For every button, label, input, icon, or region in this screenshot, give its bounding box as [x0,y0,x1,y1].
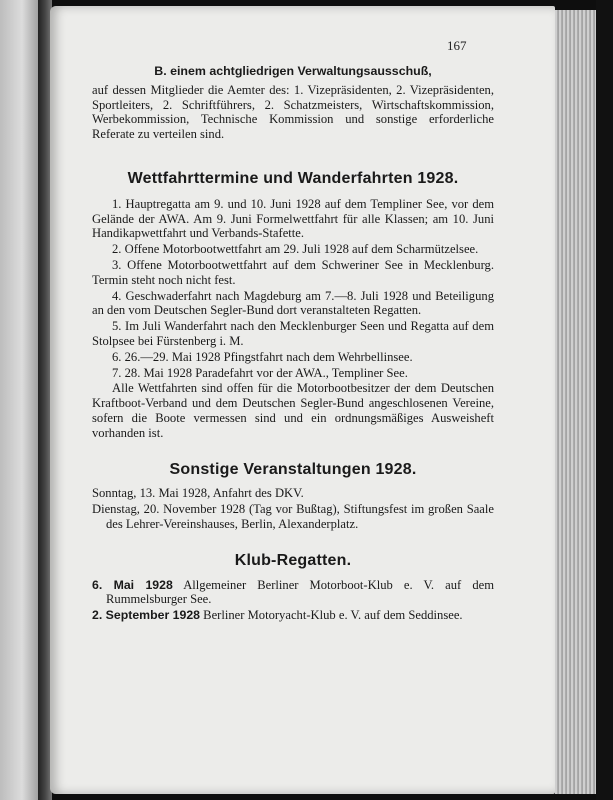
subheading: B. einem achtgliedrigen Verwaltungsausschuß, [154,64,432,78]
list-item: 1. Hauptregatta am 9. und 10. Juni 1928 auf dem Templiner See, vor dem Gelände der AWA. Am 9. Juni Formelwettfahrt für alle Klassen; am 10. Juni Handikapwettfahrt und Verbands-Stafette. [92,196,494,241]
list-item: 6. 26.—29. Mai 1928 Pfingstfahrt nach dem Wehrbellinsee. [112,349,413,364]
regatta-text: Allgemeiner Berliner Motorboot-Klub e. V. auf dem Rummelsburger See. [106,577,494,607]
list-item: Dienstag, 20. November 1928 (Tag vor Bußtag), Stiftungsfest im großen Saale des Lehrer-Vereinshauses, Berlin, Alexanderplatz. [92,502,494,531]
section-title-veranstaltungen: Sonstige Veranstaltungen 1928. [169,460,417,478]
regatta-date: 6. Mai 1928 [92,577,173,592]
list-item: 2. Offene Motorbootwettfahrt am 29. Juli 1928 auf dem Scharmützelsee. [112,242,479,257]
list-item [92,608,494,623]
list-item [92,578,494,608]
left-page-edge [0,0,40,800]
list-item: 5. Im Juli Wanderfahrt nach den Mecklenburger Seen und Regatta auf dem Stolpsee bei Fürstenberg i. M. [92,319,494,348]
background-edge [596,0,613,800]
closing-paragraph: Alle Wettfahrten sind offen für die Motorbootbesitzer der dem Deutschen Kraftboot-Verband und dem Deutschen Segler-Bund angeschlosenen Vereine, sofern die Boote vermessen sind und ein ordnungsmäßiges Ausweisheft vorhanden ist. [92,381,494,440]
list-item: 7. 28. Mai 1928 Paradefahrt vor der AWA., Templiner See. [112,365,408,380]
list-item: Sonntag, 13. Mai 1928, Anfahrt des DKV. [92,486,304,501]
page-number: 167 [447,38,467,53]
list-item: 4. Geschwaderfahrt nach Magdeburg am 7.—8. Juli 1928 und Beteiligung an den vom Deutschen Segler-Bund dort veranstalteten Regatten. [92,288,494,318]
section-title-wettfahrten: Wettfahrttermine und Wanderfahrten 1928. [127,169,459,187]
regatta-date: 2. September 1928 [92,608,201,623]
section-title-klub-regatten: Klub-Regatten. [234,551,352,569]
intro-paragraph: auf dessen Mitglieder die Aemter des: 1. Vizepräsidenten, 2. Vizepräsidenten, Sportleiters, 2. Schriftführers, 2. Schatzmeisters, Wirtschaftskommission, Werbekommission, Technische Kommission und sonstige erforderliche Referate zu verteilen sind. [92,82,494,142]
list-item: 3. Offene Motorbootwettfahrt auf dem Schweriner See in Mecklenburg. Termin steht noch nicht fest. [92,257,494,287]
regatta-text: Berliner Motoryacht-Klub e. V. auf dem Seddinsee. [200,608,463,623]
page-content [92,38,494,624]
